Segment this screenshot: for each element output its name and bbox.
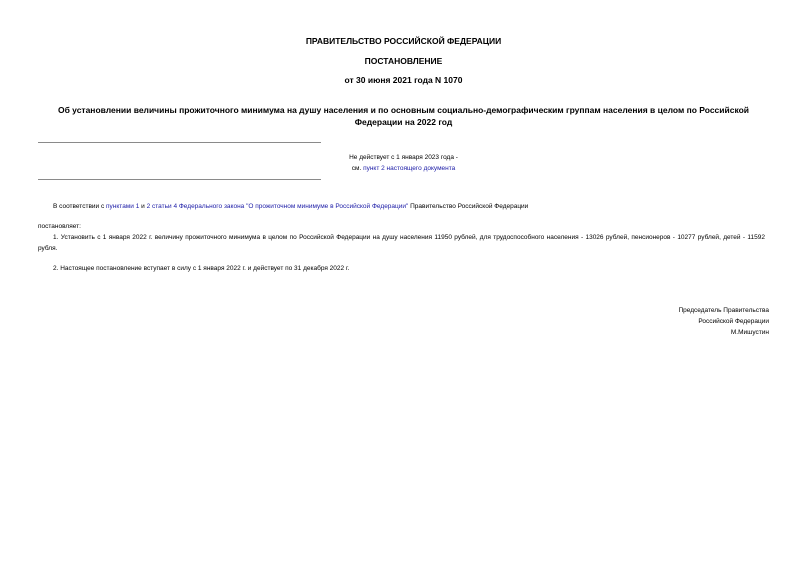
preamble-prefix: В соответствии с — [53, 203, 107, 210]
document-title: Об установлении величины прожиточного минимума на душу населения и по основным социально-демографическим группам населения в целом по Российской Федерации на 2022 год — [57, 105, 750, 127]
decides-text: постановляет: — [38, 223, 81, 230]
signature-name: М.Мишустин — [730, 329, 769, 336]
signature-organization: Российской Федерации — [698, 318, 769, 325]
item-1: 1. Установить с 1 января 2022 г. величину прожиточного минимума в целом по Российской Федерации на душу населения 11950 рублей, для трудоспособного населения - 13026 рублей, пенсионеров - 10277 рублей, детей - 11592 рубля. — [38, 234, 765, 252]
status-note — [290, 152, 517, 174]
item-2: 2. Настоящее постановление вступает в силу с 1 января 2022 г. и действует по 31 декабря 2022 г. — [53, 265, 350, 272]
preamble-suffix: Правительство Российской Федерации — [408, 203, 529, 210]
status-note-link[interactable]: пункт 2 настоящего документа — [363, 165, 456, 172]
divider-top — [38, 142, 321, 143]
document-type: ПОСТАНОВЛЕНИЕ — [364, 56, 443, 66]
status-note-line1: Не действует с 1 января 2023 года - — [349, 154, 458, 161]
status-note-line2 — [290, 163, 517, 174]
preamble — [53, 202, 528, 213]
document-date-number: от 30 июня 2021 года N 1070 — [344, 75, 463, 85]
preamble-link-points[interactable]: пунктами 1 — [106, 203, 140, 210]
issuing-authority: ПРАВИТЕЛЬСТВО РОССИЙСКОЙ ФЕДЕРАЦИИ — [305, 36, 502, 46]
signature-position: Председатель Правительства — [678, 307, 769, 314]
divider-bottom — [38, 179, 321, 180]
preamble-link-law[interactable]: 2 статьи 4 Федерального закона "О прожиточном минимуме в Российской Федерации" — [146, 203, 409, 210]
signature-block — [678, 305, 769, 338]
status-note-prefix: см. — [351, 165, 364, 172]
preamble-and: и — [139, 203, 147, 210]
